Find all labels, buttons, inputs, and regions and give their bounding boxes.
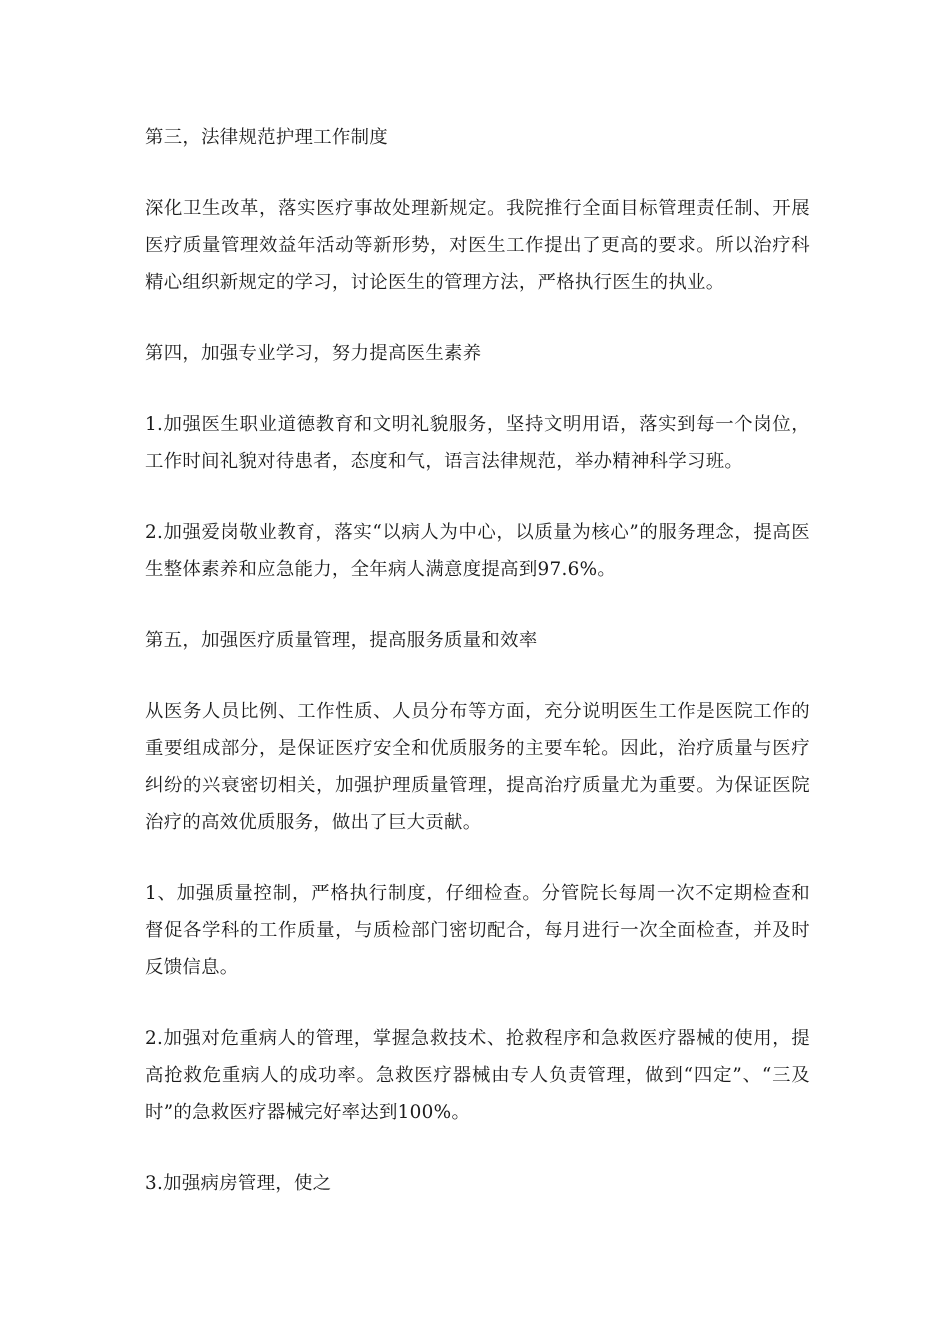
paragraph-legal-norms: 深化卫生改革，落实医疗事故处理新规定。我院推行全面目标管理责任制、开展医疗质量管理效益年活动等新形势，对医生工作提出了更高的要求。所以治疗科精心组织新规定的学习，讨论医生的管理方法，严格执行医生的执业。 (145, 198, 810, 293)
paragraph-quality-overview: 从医务人员比例、工作性质、人员分布等方面，充分说明医生工作是医院工作的重要组成部分，是保证医疗安全和优质服务的主要车轮。因此，治疗质量与医疗纠纷的兴衰密切相关，加强护理质量管理，提高治疗质量尤为重要。为保证医院治疗的高效优质服务，做出了巨大贡献。 (145, 701, 810, 833)
paragraph-item-1-ethics: 1.加强医生职业道德教育和文明礼貌服务，坚持文明用语，落实到每一个岗位，工作时间礼貌对待患者，态度和气，语言法律规范，举办精神科学习班。 (145, 414, 810, 472)
paragraph-item-1-quality-control: 1、加强质量控制，严格执行制度，仔细检查。分管院长每周一次不定期检查和督促各学科的工作质量，与质检部门密切配合，每月进行一次全面检查，并及时反馈信息。 (145, 883, 810, 978)
paragraph-item-2-dedication: 2.加强爱岗敬业教育，落实“以病人为中心，以质量为核心”的服务理念，提高医生整体素养和应急能力，全年病人满意度提高到97.6%。 (145, 522, 810, 580)
section-heading-3: 第三，法律规范护理工作制度 (145, 127, 388, 148)
paragraph-item-2-critical-care: 2.加强对危重病人的管理，掌握急救技术、抢救程序和急救医疗器械的使用，提高抢救危重病人的成功率。急救医疗器械由专人负责管理，做到“四定”、“三及时”的急救医疗器械完好率达到100%。 (145, 1028, 810, 1123)
section-heading-4: 第四，加强专业学习，努力提高医生素养 (145, 343, 482, 364)
document-page (145, 119, 810, 1236)
section-heading-5: 第五，加强医疗质量管理，提高服务质量和效率 (145, 630, 538, 651)
paragraph-item-3-ward-management: 3.加强病房管理，使之 (145, 1173, 332, 1194)
